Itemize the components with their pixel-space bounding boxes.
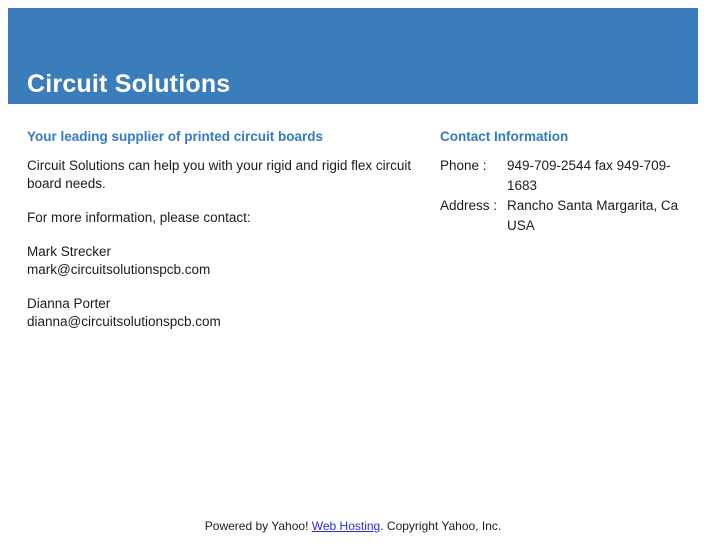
footer [8, 519, 698, 533]
contact-name: Dianna Porter [27, 296, 111, 311]
header-banner [8, 8, 698, 104]
phone-value: 949-709-2544 fax 949-709-1683 [507, 158, 671, 193]
contact-email: mark@circuitsolutionspcb.com [27, 262, 211, 277]
intro-text: Circuit Solutions can help you with your rigid and rigid flex circuit board needs. [27, 158, 412, 191]
main-content [8, 104, 698, 347]
left-column-heading: Your leading supplier of printed circuit boards [27, 129, 324, 144]
contact-name: Mark Strecker [27, 244, 112, 259]
footer-powered-by-text: Powered by Yahoo! [204, 519, 312, 533]
contact-info-rows [440, 156, 694, 236]
address-label: Address : [440, 198, 498, 213]
footer-copyright-text: . Copyright Yahoo, Inc. [380, 519, 502, 533]
more-info-text: For more information, please contact: [27, 210, 251, 225]
left-column [8, 128, 440, 347]
phone-label: Phone : [440, 158, 487, 173]
contact-email: dianna@circuitsolutionspcb.com [27, 314, 221, 329]
contact-entry [27, 295, 430, 331]
right-column [440, 128, 698, 347]
web-hosting-link[interactable]: Web Hosting [311, 519, 381, 533]
address-line-1: Rancho Santa Margarita, Ca [507, 198, 679, 213]
site-title: Circuit Solutions [27, 70, 231, 98]
page-container [8, 8, 698, 347]
address-line-2: USA [507, 218, 535, 233]
contact-info-heading: Contact Information [440, 129, 569, 144]
contact-entry [27, 243, 430, 279]
address-value [507, 196, 694, 236]
